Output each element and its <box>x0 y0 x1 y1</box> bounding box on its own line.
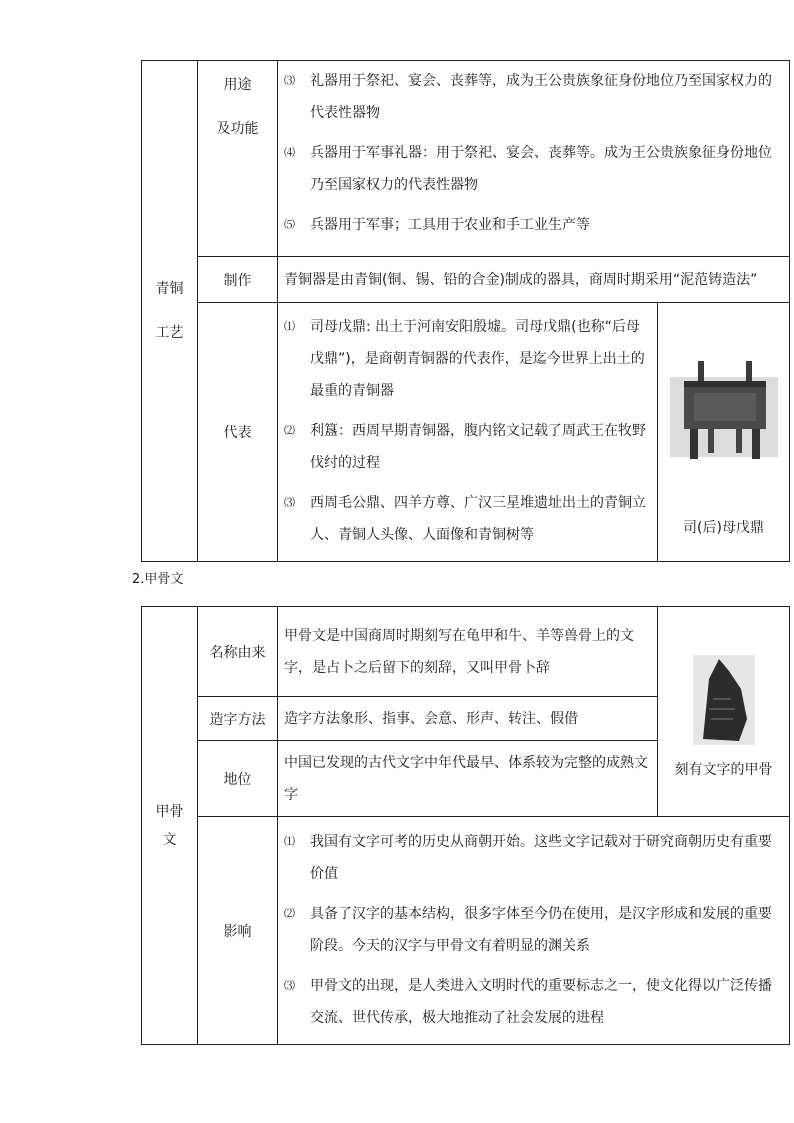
ding-caption: 司(后)母戊鼎 <box>683 520 764 536</box>
origin-label: 名称由来 <box>198 607 278 697</box>
list-item <box>284 487 651 551</box>
ding-photo-cell <box>658 303 790 562</box>
list-item <box>284 209 783 241</box>
status-label: 地位 <box>198 741 278 817</box>
item-text: 利簋：西周早期青铜器，腹内铭文记载了周武王在牧野伐纣的过程 <box>310 423 646 471</box>
item-number: ⑴ <box>284 320 295 333</box>
bronze-table <box>141 60 790 562</box>
oracle-label-line-2: 文 <box>162 831 177 848</box>
item-number: ⑵ <box>284 424 295 437</box>
oracle-main-label <box>142 607 198 1045</box>
representative-content <box>278 303 658 562</box>
uses-label <box>198 61 278 257</box>
item-number: ⑷ <box>284 146 295 159</box>
method-label: 造字方法 <box>198 697 278 741</box>
item-text: 具备了汉字的基本结构，很多字体至今仍在使用，是汉字形成和发展的重要阶段。今天的汉字与甲骨文有着明显的渊关系 <box>310 905 772 954</box>
item-text: 西周毛公鼎、四羊方尊、广汉三星堆遗址出土的青铜立人、青铜人头像、人面像和青铜树等 <box>310 495 646 543</box>
item-text: 兵器用于军事礼器：用于祭祀、宴会、丧葬等。成为王公贵族象征身份地位乃至国家权力的代表性器物 <box>310 145 772 193</box>
list-item <box>284 826 783 890</box>
item-text: 司母戊鼎: 出土于河南安阳殷墟。司母戊鼎(也称“后母戊鼎”)，是商朝青铜器的代表作，是迄今世界上出土的最重的青铜器 <box>310 319 645 399</box>
item-text: 甲骨文的出现，是人类进入文明时代的重要标志之一，使文化得以广泛传播交流、世代传承，极大地推动了社会发展的进程 <box>310 977 772 1026</box>
oracle-label-line-1: 甲骨 <box>155 803 184 820</box>
item-number: ⑶ <box>284 978 295 992</box>
item-text: 礼器用于祭祀、宴会、丧葬等，成为王公贵族象征身份地位乃至国家权力的代表性器物 <box>310 73 772 121</box>
item-text: 我国有文字可考的历史从商朝开始。这些文字记载对于研究商朝历史有重要价值 <box>310 833 772 882</box>
uses-label-line-2: 及功能 <box>216 121 259 137</box>
section-title: 2.甲骨文 <box>132 572 184 587</box>
status-text: 中国已发现的古代文字中年代最早、体系较为完整的成熟文字 <box>278 741 658 817</box>
oracle-caption: 刻有文字的甲骨 <box>674 761 773 778</box>
list-item <box>284 415 651 479</box>
oracle-bone-image <box>689 649 759 749</box>
item-number: ⑶ <box>284 496 295 509</box>
item-text: 兵器用于军事；工具用于农业和手工业生产等 <box>310 217 590 233</box>
making-text: 青铜器是由青铜(铜、锡、铅的合金)制成的器具，商周时期采用“泥范铸造法” <box>278 257 790 303</box>
origin-text: 甲骨文是中国商周时期刻写在龟甲和牛、羊等兽骨上的文字，是占卜之后留下的刻辞，又叫甲骨卜辞 <box>278 607 658 697</box>
item-number: ⑴ <box>284 834 295 848</box>
making-label: 制作 <box>198 257 278 303</box>
list-item <box>284 311 651 407</box>
bronze-label-line-2: 工艺 <box>155 325 184 341</box>
list-item <box>284 137 783 201</box>
method-text: 造字方法象形、指事、会意、形声、转注、假借 <box>278 697 658 741</box>
influence-content <box>278 817 790 1045</box>
uses-label-line-1: 用途 <box>223 77 252 93</box>
item-number: ⑶ <box>284 74 295 87</box>
list-item <box>284 970 783 1034</box>
bronze-main-label <box>142 61 198 562</box>
oracle-photo-cell <box>658 607 790 817</box>
list-item <box>284 898 783 962</box>
uses-content <box>278 61 790 257</box>
ding-image <box>668 357 780 469</box>
item-number: ⑸ <box>284 218 295 231</box>
list-item <box>284 65 783 129</box>
oracle-table <box>141 606 790 1045</box>
influence-label: 影响 <box>198 817 278 1045</box>
item-number: ⑵ <box>284 906 295 920</box>
representative-label: 代表 <box>198 303 278 562</box>
bronze-label-line-1: 青铜 <box>155 281 184 297</box>
